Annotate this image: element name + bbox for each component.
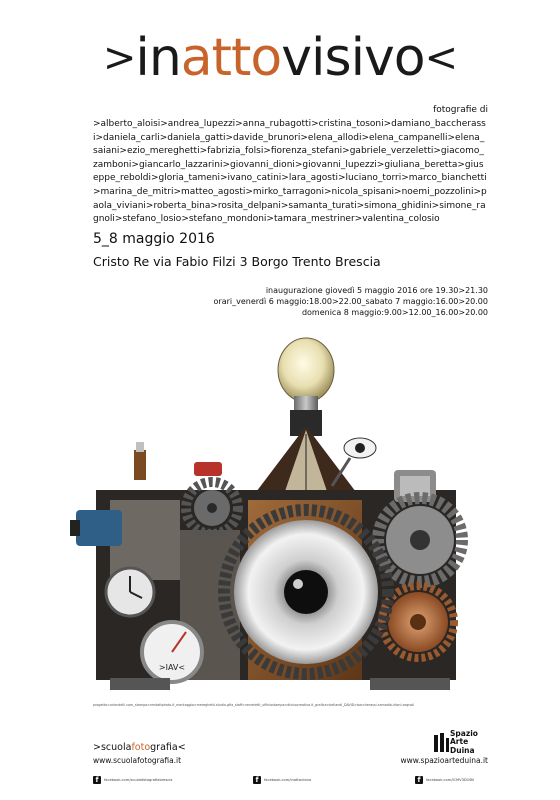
title-part-in: in bbox=[135, 28, 181, 88]
scuola-fotografia-logo bbox=[93, 742, 186, 753]
facebook-icon: f bbox=[253, 776, 261, 784]
hours-line-2: domenica 8 maggio:9.00>12.00_16.00>20.00 bbox=[301, 308, 488, 317]
facebook-link-3[interactable]: f facebook.com/ICMV3DOBV bbox=[415, 776, 474, 784]
title-part-visivo: visivo bbox=[281, 28, 425, 88]
subtitle: fotografie di bbox=[433, 105, 488, 115]
photographer-list: >alberto_aloisi>andrea_lupezzi>anna_rubagotti>cristina_tosoni>damiano_baccherassi>daniela_carli>daniela_gatti>davide_brunori>elena_allodi>elena_campanelli>elena_saiani>ezio_mereghetti>fabrizia_folsi>fiorenza_stefani>gabriele_verzeletti>giacomo_zamboni>giancarlo_lazzarini>giovanni_dioni>giovanni_lupezzi>giuliana_beretta>giuseppe_reboldi>gloria_tameni>ivano_catini>lara_agosti>luciano_torri>marco_bianchetti>marina_de_mitri>matteo_agosti>mirko_tarragoni>nicola_spisani>noemi_pozzolini>paola_viviani>roberta_bina>rosita_delpani>samanta_turati>simona_ghidini>simone_ragnoli>stefano_losio>stefano_mondoni>tamara_mestriner>valentina_colosio bbox=[93, 119, 487, 225]
poster-title bbox=[0, 26, 560, 90]
facebook-icon: f bbox=[415, 776, 423, 784]
title-close-bracket: < bbox=[424, 35, 458, 81]
facebook-icon: f bbox=[93, 776, 101, 784]
exhibition-venue: Cristo Re via Fabio Filzi 3 Borgo Trento Brescia bbox=[93, 254, 381, 269]
social-footer bbox=[93, 776, 488, 786]
machine-illustration bbox=[70, 330, 490, 700]
spazio-line-2: Arte bbox=[450, 737, 469, 747]
hours-line-1: orari_venerdì 6 maggio:18.00>22.00_sabato 7 maggio:16.00>20.00 bbox=[213, 297, 488, 306]
facebook-link-2[interactable]: f facebook.com/inattovisivo bbox=[253, 776, 311, 784]
spazio-url-link[interactable]: www.spazioarteduina.it bbox=[400, 756, 488, 765]
spazio-arte-duina-logo bbox=[432, 730, 488, 758]
exhibition-dates: 5_8 maggio 2016 bbox=[93, 231, 215, 247]
tube-left bbox=[134, 450, 146, 480]
clock-icon bbox=[106, 568, 154, 616]
facebook-link-1[interactable]: f facebook.com/scuolafotografiabrescia bbox=[93, 776, 172, 784]
title-part-atto: atto bbox=[180, 28, 282, 88]
opening-line: inaugurazione giovedì 5 maggio 2016 ore 19.30>21.30 bbox=[265, 286, 488, 295]
red-cap bbox=[194, 462, 222, 476]
spazio-line-1: Spazio bbox=[450, 729, 478, 738]
light-bulb-icon bbox=[278, 338, 334, 436]
school-suffix: grafia< bbox=[150, 742, 186, 753]
spazio-line-3: Duina bbox=[450, 745, 475, 755]
pressure-gauge bbox=[142, 622, 202, 682]
credits-line: progetto>orlandelli.com_stampa>nestattphoto.it_montaggio>mereghetti.studio.gfia_staff>verzeletti_ufficiostampa>divisocreativa.it_grafica>bellandi_DAVID>baccherassi.camadisi.dioni.segnoli bbox=[93, 703, 415, 707]
title-open-bracket: > bbox=[102, 35, 136, 81]
school-prefix: >scuola bbox=[93, 742, 132, 753]
gauge-label: >IAV< bbox=[158, 663, 186, 672]
schedule-info bbox=[214, 285, 488, 318]
large-eye-icon bbox=[224, 510, 388, 674]
spazio-mark-icon bbox=[432, 732, 450, 754]
school-accent: foto bbox=[131, 742, 151, 753]
school-url-link[interactable]: www.scuolafotografia.it bbox=[93, 756, 182, 765]
motor-left bbox=[70, 510, 122, 546]
